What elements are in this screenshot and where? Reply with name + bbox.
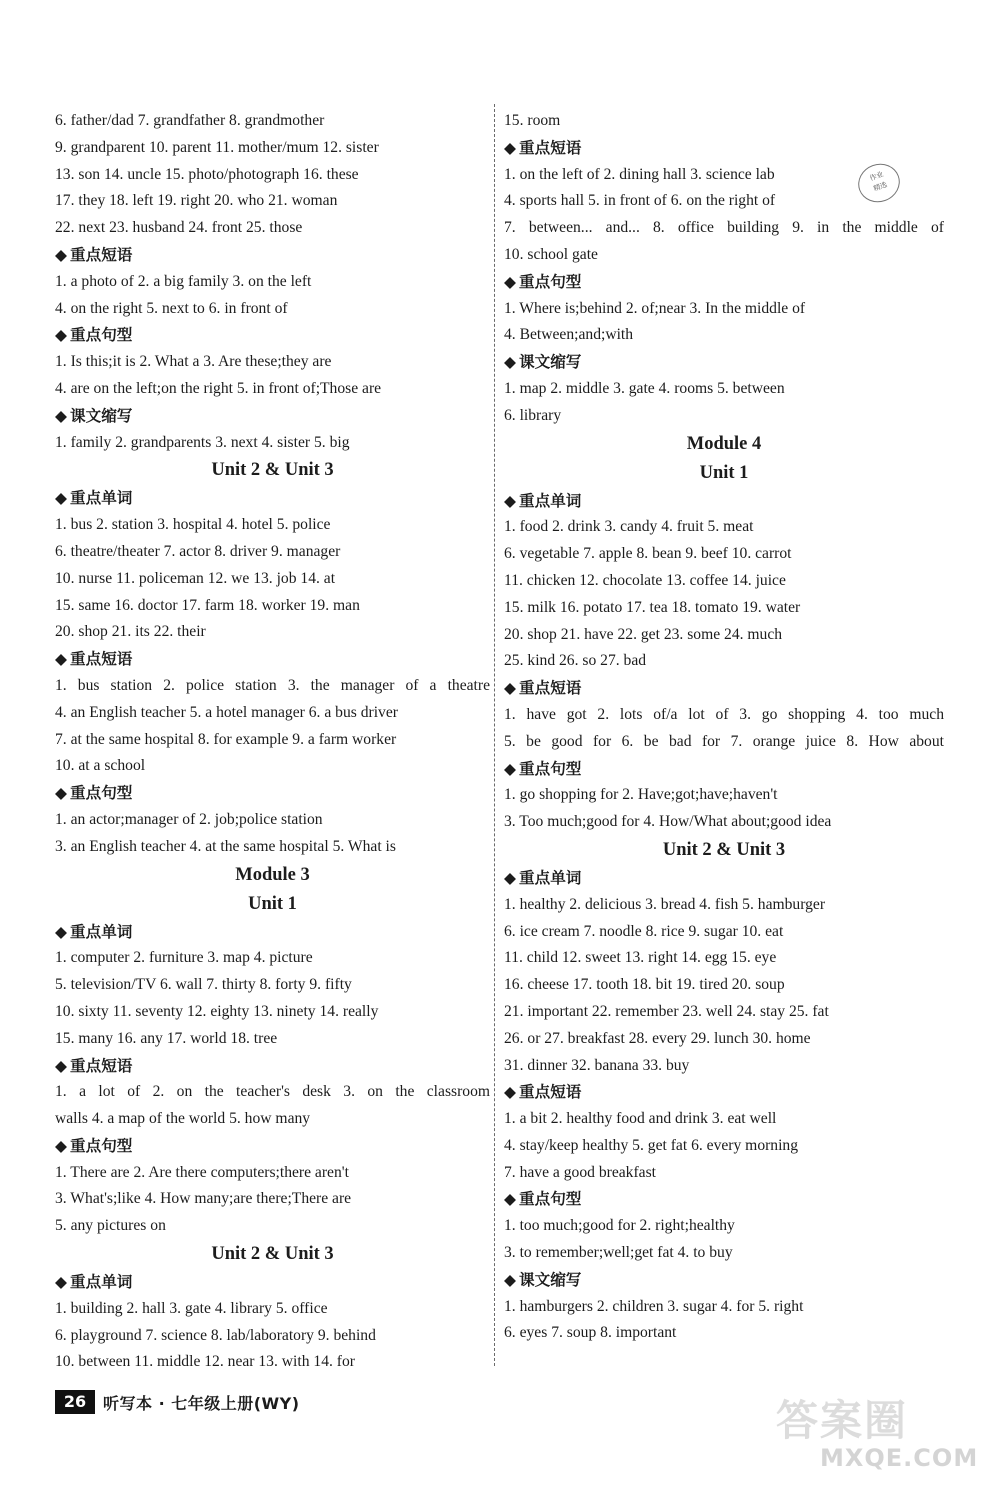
diamond-bullet-icon: ◆ [504,1270,516,1289]
diamond-bullet-icon: ◆ [504,759,516,778]
answer-line: 10. between 11. middle 12. near 13. with 14. for [55,1353,355,1371]
answer-line: 6. theatre/theater 7. actor 8. driver 9. manager [55,542,341,560]
answer-line: 4. sports hall 5. in front of 6. on the right of [504,192,776,210]
answer-line: 31. dinner 32. banana 33. buy [504,1056,690,1074]
section-heading-text: 重点句型 [70,784,133,803]
section-heading [55,1133,490,1160]
answer-line: 10. school gate [504,245,598,263]
answer-line: 7. between... and... 8. office building 9. in the middle of [504,219,944,237]
answer-line: 6. library [504,406,562,424]
answer-line: 16. cheese 17. tooth 18. bit 19. tired 20. soup [504,976,785,994]
diamond-bullet-icon: ◆ [504,1083,516,1102]
section-heading [55,1053,490,1080]
stamp-seal: 作业 精选 [853,158,905,208]
section-heading-text: 重点句型 [70,1136,133,1155]
page-footer [55,1390,300,1414]
answer-line: 5. be good for 6. be bad for 7. orange juice 8. How about [504,732,944,750]
unit-title: Unit 2 & Unit 3 [662,839,786,860]
answer-line: 20. shop 21. have 22. get 23. some 24. much [504,625,783,643]
answer-line: 7. have a good breakfast [504,1163,656,1181]
answer-line: 1. hamburgers 2. children 3. sugar 4. for 5. right [504,1297,804,1315]
answer-line: 6. vegetable 7. apple 8. bean 9. beef 10. carrot [504,545,792,563]
diamond-bullet-icon: ◆ [55,1136,67,1155]
answer-line: 1. building 2. hall 3. gate 4. library 5. office [55,1299,328,1317]
section-heading [55,646,490,673]
answer-line: 4. stay/keep healthy 5. get fat 6. every morning [504,1136,799,1154]
answer-line: 4. an English teacher 5. a hotel manager 6. a bus driver [55,703,398,721]
answer-line: 1. too much;good for 2. right;healthy [504,1217,735,1235]
answer-line: 1. map 2. middle 3. gate 4. rooms 5. between [504,379,785,397]
section-heading-text: 重点短语 [70,1056,133,1075]
diamond-bullet-icon: ◆ [504,272,516,291]
section-heading [504,756,944,783]
answer-line: 1. a photo of 2. a big family 3. on the left [55,272,312,290]
answer-line: 11. chicken 12. chocolate 13. coffee 14. juice [504,571,786,589]
answer-line: 6. father/dad 7. grandfather 8. grandmother [55,112,325,129]
answer-line: 1. family 2. grandparents 3. next 4. sister 5. big [55,433,350,451]
unit-title: Unit 1 [699,462,749,483]
section-heading [504,488,944,515]
section-heading [504,865,944,892]
answer-line: 15. milk 16. potato 17. tea 18. tomato 19. water [504,598,801,616]
section-heading-text: 重点单词 [519,868,582,887]
section-heading [504,1267,944,1294]
answer-line: 1. an actor;manager of 2. job;police station [55,810,323,828]
diamond-bullet-icon: ◆ [55,1056,67,1075]
section-heading [55,780,490,807]
section-heading-text: 课文缩写 [519,1270,582,1289]
answer-line: walls 4. a map of the world 5. how many [55,1110,311,1128]
section-heading [55,403,490,430]
unit-title: Module 3 [235,864,310,885]
section-heading-text: 重点句型 [70,326,133,345]
answer-line: 7. at the same hospital 8. for example 9. a farm worker [55,730,397,748]
answer-line: 4. Between;and;with [504,326,634,344]
section-heading [55,322,490,349]
unit-title: Module 4 [686,433,762,454]
diamond-bullet-icon: ◆ [55,489,67,508]
diamond-bullet-icon: ◆ [55,406,67,425]
answer-line: 6. eyes 7. soup 8. important [504,1324,677,1342]
answer-line: 15. many 16. any 17. world 18. tree [55,1029,278,1047]
section-heading [55,1269,490,1296]
diamond-bullet-icon: ◆ [55,650,67,669]
answer-line: 13. son 14. uncle 15. photo/photograph 16. these [55,165,359,183]
section-heading [55,485,490,512]
left-column [55,108,490,1376]
answer-line: 1. Where is;behind 2. of;near 3. In the middle of [504,299,806,317]
answer-line: 26. or 27. breakfast 28. every 29. lunch 30. home [504,1029,811,1047]
answer-line: 4. on the right 5. next to 6. in front of [55,299,288,317]
watermark-logo: 答案圈 [776,1396,909,1445]
diamond-bullet-icon: ◆ [55,922,67,941]
answer-line: 15. room [504,112,561,129]
diamond-bullet-icon: ◆ [504,138,516,157]
section-heading-text: 重点短语 [519,138,582,157]
diamond-bullet-icon: ◆ [504,868,516,887]
section-heading-text: 重点单词 [70,1273,133,1292]
section-heading [504,349,944,376]
section-heading-text: 重点短语 [70,245,133,264]
answer-line: 1. healthy 2. delicious 3. bread 4. fish 5. hamburger [504,895,826,913]
answer-line: 1. Is this;it is 2. What a 3. Are these;they are [55,353,332,371]
answer-line: 22. next 23. husband 24. front 25. those [55,219,303,237]
right-column [504,108,944,1347]
diamond-bullet-icon: ◆ [55,1273,67,1292]
section-heading [504,269,944,296]
diamond-bullet-icon: ◆ [55,326,67,345]
answer-line: 11. child 12. sweet 13. right 14. egg 15. eye [504,949,777,967]
section-heading-text: 课文缩写 [519,353,582,372]
column-divider [494,104,495,1366]
answer-line: 3. to remember;well;get fat 4. to buy [504,1244,733,1262]
page-number: 26 [55,1390,95,1414]
answer-line: 10. at a school [55,757,146,775]
book-title: 听写本 · 七年级上册(WY) [103,1393,300,1413]
answer-line: 10. nurse 11. policeman 12. we 13. job 14. at [55,569,336,587]
diamond-bullet-icon: ◆ [504,679,516,698]
answer-line: 17. they 18. left 19. right 20. who 21. woman [55,192,338,210]
unit-title: Unit 2 & Unit 3 [211,460,334,481]
diamond-bullet-icon: ◆ [55,784,67,803]
section-heading [55,919,490,946]
diamond-bullet-icon: ◆ [504,491,516,510]
section-heading-text: 重点单词 [519,491,582,510]
section-heading [504,1186,944,1213]
diamond-bullet-icon: ◆ [55,245,67,264]
section-heading [504,135,944,162]
answer-line: 1. bus 2. station 3. hospital 4. hotel 5. police [55,516,331,534]
section-heading-text: 重点短语 [519,679,582,698]
section-heading-text: 重点句型 [519,759,582,778]
unit-title: Unit 2 & Unit 3 [211,1244,334,1265]
diamond-bullet-icon: ◆ [504,353,516,372]
section-heading-text: 重点单词 [70,922,133,941]
answer-line: 1. on the left of 2. dining hall 3. science lab [504,165,775,183]
answer-line: 1. a lot of 2. on the teacher's desk 3. on the classroom [55,1083,490,1101]
answer-line: 1. computer 2. furniture 3. map 4. picture [55,949,313,967]
answer-line: 1. There are 2. Are there computers;there aren't [55,1163,349,1181]
answer-line: 10. sixty 11. seventy 12. eighty 13. ninety 14. really [55,1002,379,1020]
section-heading-text: 课文缩写 [70,406,133,425]
answer-line: 15. same 16. doctor 17. farm 18. worker 19. man [55,596,360,614]
answer-line: 25. kind 26. so 27. bad [504,652,647,670]
answer-line: 6. playground 7. science 8. lab/laboratory 9. behind [55,1326,376,1344]
answer-line: 1. go shopping for 2. Have;got;have;haven't [504,786,778,804]
section-heading-text: 重点短语 [519,1083,582,1102]
answer-line: 5. any pictures on [55,1217,166,1235]
section-heading-text: 重点短语 [70,650,133,669]
unit-title: Unit 1 [248,893,297,914]
answer-line: 3. an English teacher 4. at the same hospital 5. What is [55,837,396,855]
section-heading [55,242,490,269]
answer-line: 1. bus station 2. police station 3. the manager of a theatre [55,676,490,694]
answer-line: 1. have got 2. lots of/a lot of 3. go shopping 4. too much [504,705,944,723]
answer-line: 4. are on the left;on the right 5. in front of;Those are [55,379,382,397]
answer-line: 1. a bit 2. healthy food and drink 3. eat well [504,1110,777,1128]
answer-line: 1. food 2. drink 3. candy 4. fruit 5. meat [504,518,754,536]
watermark-url: MXQE.COM [820,1444,979,1472]
section-heading-text: 重点句型 [519,1190,582,1209]
answer-line: 3. What's;like 4. How many;are there;There are [55,1190,352,1208]
section-heading-text: 重点单词 [70,489,133,508]
section-heading-text: 重点句型 [519,272,582,291]
answer-line: 21. important 22. remember 23. well 24. stay 25. fat [504,1002,829,1020]
answer-line: 20. shop 21. its 22. their [55,623,206,641]
diamond-bullet-icon: ◆ [504,1190,516,1209]
answer-line: 9. grandparent 10. parent 11. mother/mum 12. sister [55,138,379,156]
answer-line: 3. Too much;good for 4. How/What about;good idea [504,813,832,831]
section-heading [504,675,944,702]
section-heading [504,1079,944,1106]
answer-line: 6. ice cream 7. noodle 8. rice 9. sugar 10. eat [504,922,784,940]
answer-line: 5. television/TV 6. wall 7. thirty 8. forty 9. fifty [55,976,352,994]
